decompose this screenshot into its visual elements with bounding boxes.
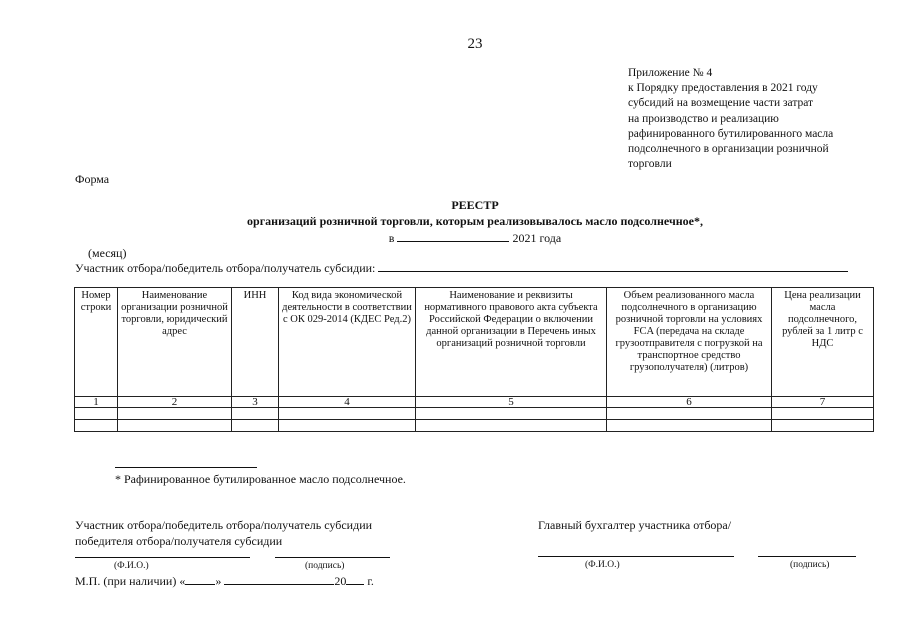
left-signature-line[interactable]	[275, 557, 390, 558]
column-number: 5	[416, 397, 607, 408]
column-number: 2	[118, 397, 232, 408]
table-row	[75, 408, 874, 420]
table-cell[interactable]	[232, 408, 279, 420]
month-label: (месяц)	[88, 246, 127, 260]
footnote-divider	[115, 467, 257, 468]
date-close-quote: »	[215, 574, 222, 588]
month-blank[interactable]	[397, 230, 509, 242]
table-cell[interactable]	[416, 420, 607, 432]
participant-blank[interactable]	[378, 260, 848, 272]
year-suffix: г.	[367, 574, 374, 588]
column-number: 1	[75, 397, 118, 408]
appendix-line: субсидий на возмещение части затрат	[628, 97, 814, 110]
signer-left-title-line2: победителя отбора/получателя субсидии	[75, 534, 283, 548]
table-cell[interactable]	[279, 420, 416, 432]
table-cell[interactable]	[607, 408, 772, 420]
header-cell-organization: Наименование организации розничной торговли, юридический адрес	[118, 288, 232, 397]
table-cell[interactable]	[118, 420, 232, 432]
table-cell[interactable]	[772, 420, 874, 432]
right-fio-line[interactable]	[538, 556, 734, 557]
signer-right-title: Главный бухгалтер участника отбора/	[538, 518, 732, 532]
footnote-text: * Рафинированное бутилированное масло подсолнечное.	[115, 472, 406, 486]
appendix-line: к Порядку предоставления в 2021 году	[628, 82, 818, 95]
table-cell[interactable]	[279, 408, 416, 420]
date-line	[0, 230, 905, 246]
left-fio-caption: (Ф.И.О.)	[114, 561, 149, 571]
document-title: РЕЕСТР	[451, 198, 499, 212]
header-cell-inn: ИНН	[232, 288, 279, 397]
header-cell-legal-act: Наименование и реквизиты нормативного правового акта субъекта Российской Федерации о включении данной организации в Перечень иных организаций розничной торговли	[416, 288, 607, 397]
column-number: 6	[607, 397, 772, 408]
table-cell[interactable]	[75, 408, 118, 420]
form-label: Форма	[75, 172, 110, 186]
right-signature-line[interactable]	[758, 556, 856, 557]
column-number: 3	[232, 397, 279, 408]
table-header-row	[75, 288, 874, 397]
left-fio-line[interactable]	[75, 557, 250, 558]
month-name-blank[interactable]	[224, 573, 334, 585]
header-cell-row-number: Номер строки	[75, 288, 118, 397]
participant-line	[75, 260, 848, 276]
signer-left-title-line1: Участник отбора/победитель отбора/получатель субсидии	[75, 518, 373, 532]
registry-table	[74, 287, 874, 432]
participant-label: Участник отбора/победитель отбора/получатель субсидии:	[75, 261, 376, 275]
table-number-row	[75, 397, 874, 408]
right-signature-caption: (подпись)	[790, 560, 830, 570]
seal-label: М.П. (при наличии)	[75, 574, 177, 588]
date-suffix: 2021 года	[512, 231, 562, 245]
header-cell-activity-code: Код вида экономической деятельности в соответствии с ОК 029-2014 (КДЕС Ред.2)	[279, 288, 416, 397]
seal-date-line	[75, 573, 374, 589]
date-prefix: в	[388, 231, 395, 245]
table-cell[interactable]	[772, 408, 874, 420]
appendix-line: рафинированного бутилированного масла	[628, 127, 834, 140]
header-cell-price: Цена реализации масла подсолнечного, рублей за 1 литр с НДС	[772, 288, 874, 397]
column-number: 4	[279, 397, 416, 408]
header-cell-volume: Объем реализованного масла подсолнечного в организацию розничной торговли на условиях FCA (передача на складе грузоотправителя с погрузкой на транспортное средство грузополучателя) (литров)	[607, 288, 772, 397]
page-number: 23	[467, 36, 483, 52]
table-cell[interactable]	[232, 420, 279, 432]
document-subtitle: организаций розничной торговли, которым реализовывалось масло подсолнечное*,	[247, 214, 703, 228]
right-fio-caption: (Ф.И.О.)	[585, 560, 620, 570]
appendix-line: торговли	[628, 158, 672, 171]
table-cell[interactable]	[75, 420, 118, 432]
day-blank[interactable]	[185, 573, 215, 585]
appendix-block	[628, 66, 833, 172]
table-cell[interactable]	[416, 408, 607, 420]
year-blank[interactable]	[346, 573, 364, 585]
date-open-quote: «	[179, 574, 186, 588]
appendix-line: подсолнечного в организации розничной	[628, 143, 829, 156]
left-signature-caption: (подпись)	[305, 561, 345, 571]
appendix-line: на производство и реализацию	[628, 112, 779, 125]
year-prefix: 20	[334, 574, 347, 588]
table-row	[75, 420, 874, 432]
table-cell[interactable]	[118, 408, 232, 420]
table-cell[interactable]	[607, 420, 772, 432]
column-number: 7	[772, 397, 874, 408]
appendix-line: Приложение № 4	[628, 67, 713, 79]
